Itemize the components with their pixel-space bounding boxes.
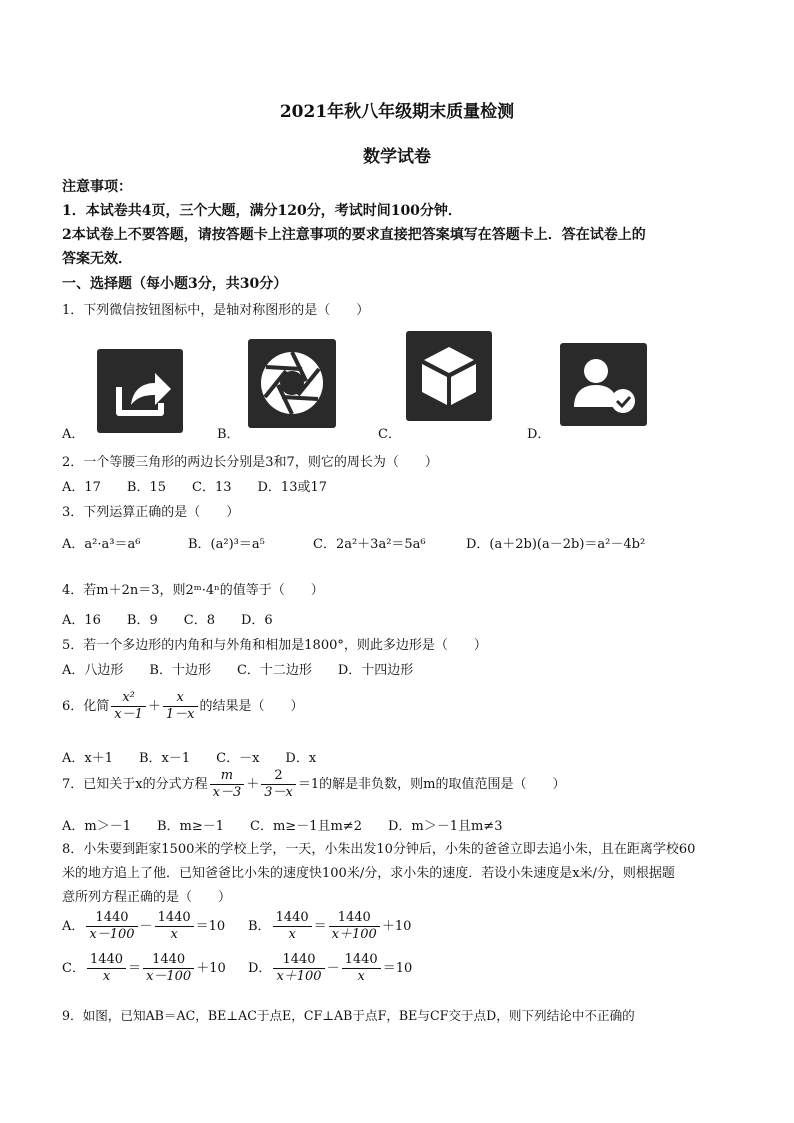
q8-b-label: B． — [248, 919, 271, 934]
q3-option-b: B．(a²)³＝a⁵ — [188, 537, 265, 552]
q3-stem: 3．下列运算正确的是（ ） — [62, 505, 240, 520]
q1-option-c: C． — [378, 427, 401, 442]
q8-b-op: ＝ — [313, 919, 327, 934]
q8-d-n1: 1440 — [273, 952, 324, 969]
q8-line-2: 米的地方追上了他．已知爸爸比小朱的速度快100米/分，求小朱的速度．若设小朱速度是x米/分，则根据题 — [62, 866, 675, 881]
q6-plus: ＋ — [147, 699, 161, 714]
q4-options: A．16 B．9 C．8 D．6 — [62, 613, 273, 628]
q7-f1-den: x－3 — [212, 785, 242, 800]
q7-fraction-1 — [210, 768, 245, 801]
q8-option-d — [248, 952, 412, 985]
q6-post: 的结果是（ ） — [199, 699, 304, 714]
aperture-icon — [248, 339, 336, 428]
q6-pre: 6．化简 — [62, 699, 110, 714]
q7-stem — [62, 768, 565, 801]
q8-b-n1: 1440 — [273, 910, 312, 927]
q8-b-d2: x＋100 — [331, 927, 377, 942]
q8-c-label: C． — [62, 961, 85, 976]
q6-f1-den: x－1 — [114, 707, 143, 722]
notice-item-1: 1．本试卷共4页，三个大题，满分120分，考试时间100分钟． — [62, 203, 462, 219]
section-heading: 一、选择题（每小题3分，共30分） — [62, 276, 288, 292]
q8-a-n2: 1440 — [155, 910, 194, 927]
exam-subtitle: 数学试卷 — [363, 147, 431, 167]
q3-option-d: D．(a＋2b)(a－2b)＝a²－4b² — [466, 537, 646, 552]
q8-c-n2: 1440 — [143, 952, 194, 969]
q6-fraction-2 — [163, 690, 198, 723]
q8-a-n1: 1440 — [86, 910, 137, 927]
q1-option-a: A． — [62, 427, 85, 442]
q7-f2-num: 2 — [261, 768, 296, 785]
q6-f1-num: x² — [111, 690, 146, 707]
q8-c-d2: x－100 — [146, 969, 192, 984]
q8-c-rest: ＋10 — [196, 961, 226, 976]
q8-d-label: D． — [248, 961, 272, 976]
q8-a-d1: x－100 — [89, 927, 135, 942]
q6-options: A．x＋1 B．x－1 C．－x D．x — [62, 751, 317, 766]
q2-options: A．17 B．15 C．13 D．13或17 — [62, 480, 328, 495]
q8-a-rest: ＝10 — [195, 919, 226, 934]
q8-line-3: 意所列方程正确的是（ ） — [62, 890, 232, 905]
q1-option-d: D． — [527, 427, 551, 442]
q8-d-frac-1 — [273, 952, 324, 985]
q6-f2-num: x — [163, 690, 198, 707]
q8-c-op: ＝ — [128, 961, 142, 976]
q7-pre: 7．已知关于x的分式方程 — [62, 777, 208, 792]
q8-a-label: A． — [62, 919, 85, 934]
q8-b-n2: 1440 — [329, 910, 380, 927]
q5-options: A．八边形 B．十边形 C．十二边形 D．十四边形 — [62, 663, 414, 678]
q8-b-rest: ＋10 — [381, 919, 412, 934]
q7-post: ＝1的解是非负数，则m的取值范围是（ ） — [297, 777, 566, 792]
user-check-icon — [560, 343, 647, 426]
q7-options: A．m＞－1 B．m≥－1 C．m≥－1且m≠2 D．m＞－1且m≠3 — [62, 819, 503, 834]
q6-fraction-1 — [111, 690, 146, 723]
notice-item-2: 2本试卷上不要答题，请按答题卡上注意事项的要求直接把答案填写在答题卡上．答在试卷上的 — [62, 227, 646, 243]
q3-option-a: A．a²·a³＝a⁶ — [62, 537, 141, 552]
q8-option-b — [248, 910, 411, 943]
q8-a-frac-2 — [155, 910, 194, 943]
q4-stem: 4．若m＋2n＝3，则2ᵐ·4ⁿ的值等于（ ） — [62, 583, 324, 598]
q7-fraction-2 — [261, 768, 296, 801]
q8-c-frac-2 — [143, 952, 194, 985]
notice-item-2-cont: 答案无效． — [62, 251, 132, 267]
q5-stem: 5．若一个多边形的内角和与外角和相加是1800°，则此多边形是（ ） — [62, 638, 487, 653]
share-icon — [97, 349, 183, 433]
q8-b-frac-1 — [273, 910, 312, 943]
notice-heading: 注意事项： — [62, 179, 132, 195]
q3-option-c: C．2a²＋3a²＝5a⁶ — [313, 537, 426, 552]
q6-stem — [62, 690, 304, 723]
q6-f2-den: 1－x — [165, 707, 195, 722]
q8-b-frac-2 — [329, 910, 380, 943]
q8-c-frac-1 — [87, 952, 126, 985]
q1-stem: 1．下列微信按钮图标中，是轴对称图形的是（ ） — [62, 303, 370, 318]
exam-title: 2021年秋八年级期末质量检测 — [279, 102, 515, 122]
q7-f2-den: 3－x — [264, 785, 293, 800]
q8-line-1: 8．小朱要到距家1500米的学校上学，一天，小朱出发10分钟后，小朱的爸爸立即去追小朱，且在距离学校60 — [62, 842, 696, 857]
q8-a-d2: x — [170, 927, 178, 942]
q2-stem: 2．一个等腰三角形的两边长分别是3和7，则它的周长为（ ） — [62, 455, 438, 470]
q8-a-frac-1 — [86, 910, 137, 943]
q8-c-d1: x — [102, 969, 111, 984]
q8-d-d1: x＋100 — [276, 969, 322, 984]
cube-icon — [406, 331, 492, 421]
q8-option-c — [62, 952, 226, 985]
q8-option-a — [62, 910, 225, 943]
q8-a-op: － — [139, 919, 153, 934]
q8-d-op: － — [326, 961, 340, 976]
q8-d-rest: ＝10 — [382, 961, 413, 976]
q8-d-frac-2 — [342, 952, 381, 985]
q8-d-d2: x — [357, 969, 365, 984]
q8-c-n1: 1440 — [87, 952, 126, 969]
q1-option-b: B． — [217, 427, 240, 442]
q7-f1-num: m — [210, 768, 245, 785]
q8-d-n2: 1440 — [342, 952, 381, 969]
q9-stem: 9．如图，已知AB＝AC，BE⊥AC于点E，CF⊥AB于点F，BE与CF交于点D，则下列结论中不正确的 — [62, 1008, 635, 1023]
q8-b-d1: x — [288, 927, 296, 942]
q7-plus: ＋ — [246, 777, 260, 792]
